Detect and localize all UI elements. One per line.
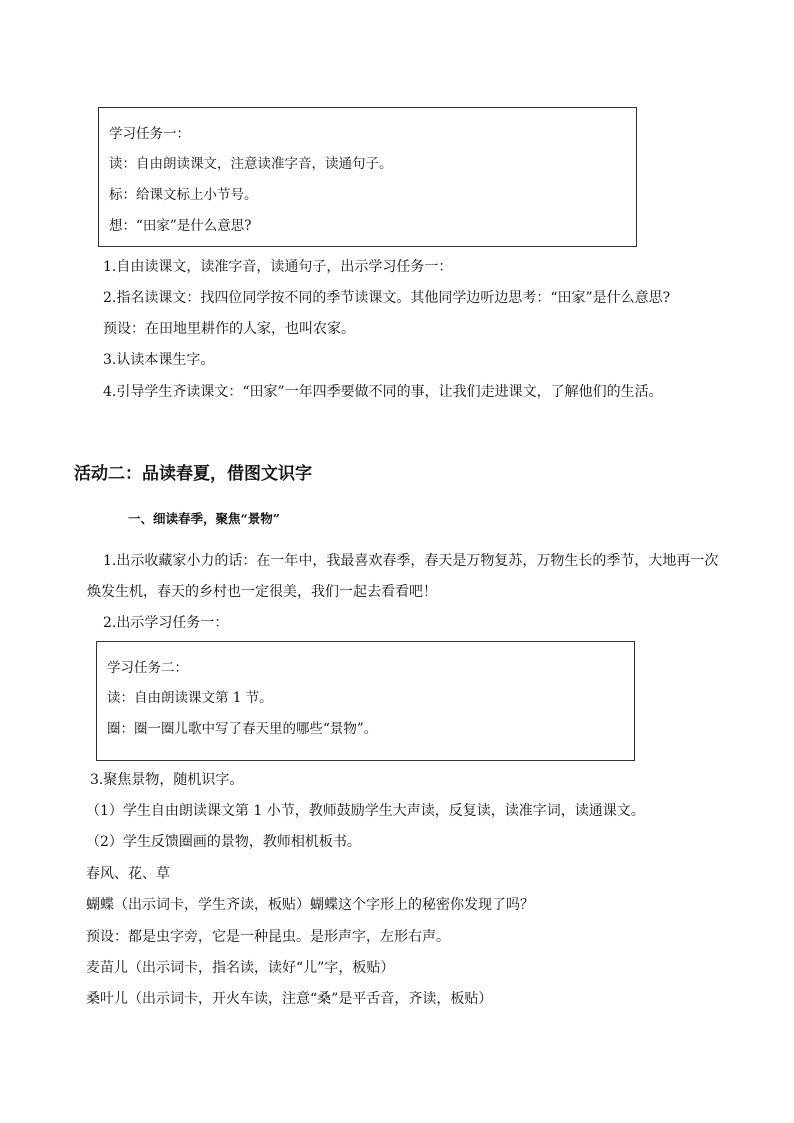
task-box-1-title: 学习任务一： — [109, 126, 190, 142]
task-box-2-title: 学习任务二： — [107, 660, 188, 676]
activity-2-para-1-line-2: 焕发生机，春天的乡村也一定很美，我们一起去看看吧！ — [87, 584, 437, 600]
task-box-1 — [98, 107, 637, 247]
step-3-focus: 3.聚焦景物，随机识字。 — [90, 772, 244, 788]
task-box-2 — [96, 641, 635, 761]
activity-2-item-2: 2.出示学习任务一： — [103, 615, 229, 631]
task-box-1-mark: 标：给课文标上小节号。 — [109, 187, 258, 203]
step-3-sub-1: （1）学生自由朗读课文第 1 小节，教师鼓励学生大声读，反复读，读准字词，读通课文。 — [86, 803, 645, 819]
step-3: 3.认读本课生字。 — [103, 352, 215, 368]
butterfly-line: 蝴蝶（出示词卡，学生齐读，板贴）蝴蝶这个字形上的秘密你发现了吗？ — [86, 897, 534, 913]
activity-2-title: 活动二：品读春夏，借图文识字 — [74, 464, 312, 484]
mulberry-leaf-line: 桑叶儿（出示词卡，开火车读，注意“桑”是平舌音，齐读，板贴） — [86, 991, 493, 1007]
activity-2-para-1-line-1: 1.出示收藏家小力的话：在一年中，我最喜欢春季，春天是万物复苏，万物生长的季节，大地再一次 — [103, 553, 719, 569]
activity-2-subtitle: 一、细读春季，聚焦“景物” — [128, 511, 280, 526]
task-box-1-read: 读：自由朗读课文，注意读准字音，读通句子。 — [109, 156, 393, 172]
preset-2: 预设：都是虫字旁，它是一种昆虫。是形声字，左形右声。 — [86, 929, 450, 945]
scenery-list: 春风、花、草 — [86, 866, 170, 882]
preset-1: 预设：在田地里耕作的人家，也叫农家。 — [103, 321, 355, 337]
step-4: 4.引导学生齐读课文：“田家”一年四季要做不同的事，让我们走进课文，了解他们的生活。 — [103, 384, 663, 400]
step-3-sub-2: （2）学生反馈圈画的景物，教师相机板书。 — [86, 834, 361, 850]
task-box-1-think: 想：“田家”是什么意思? — [109, 218, 252, 234]
step-2: 2.指名读课文：找四位同学按不同的季节读课文。其他同学边听边思考：“田家”是什么意思? — [103, 290, 671, 306]
task-box-2-circle: 圈：圈一圈儿歌中写了春天里的哪些“景物”。 — [107, 721, 378, 737]
task-box-2-read: 读：自由朗读课文第 1 节。 — [107, 690, 273, 706]
step-1: 1.自由读课文，读准字音，读通句子，出示学习任务一： — [103, 259, 453, 275]
wheat-seedling-line: 麦苗儿（出示词卡，指名读，读好“儿”字，板贴） — [86, 960, 395, 976]
